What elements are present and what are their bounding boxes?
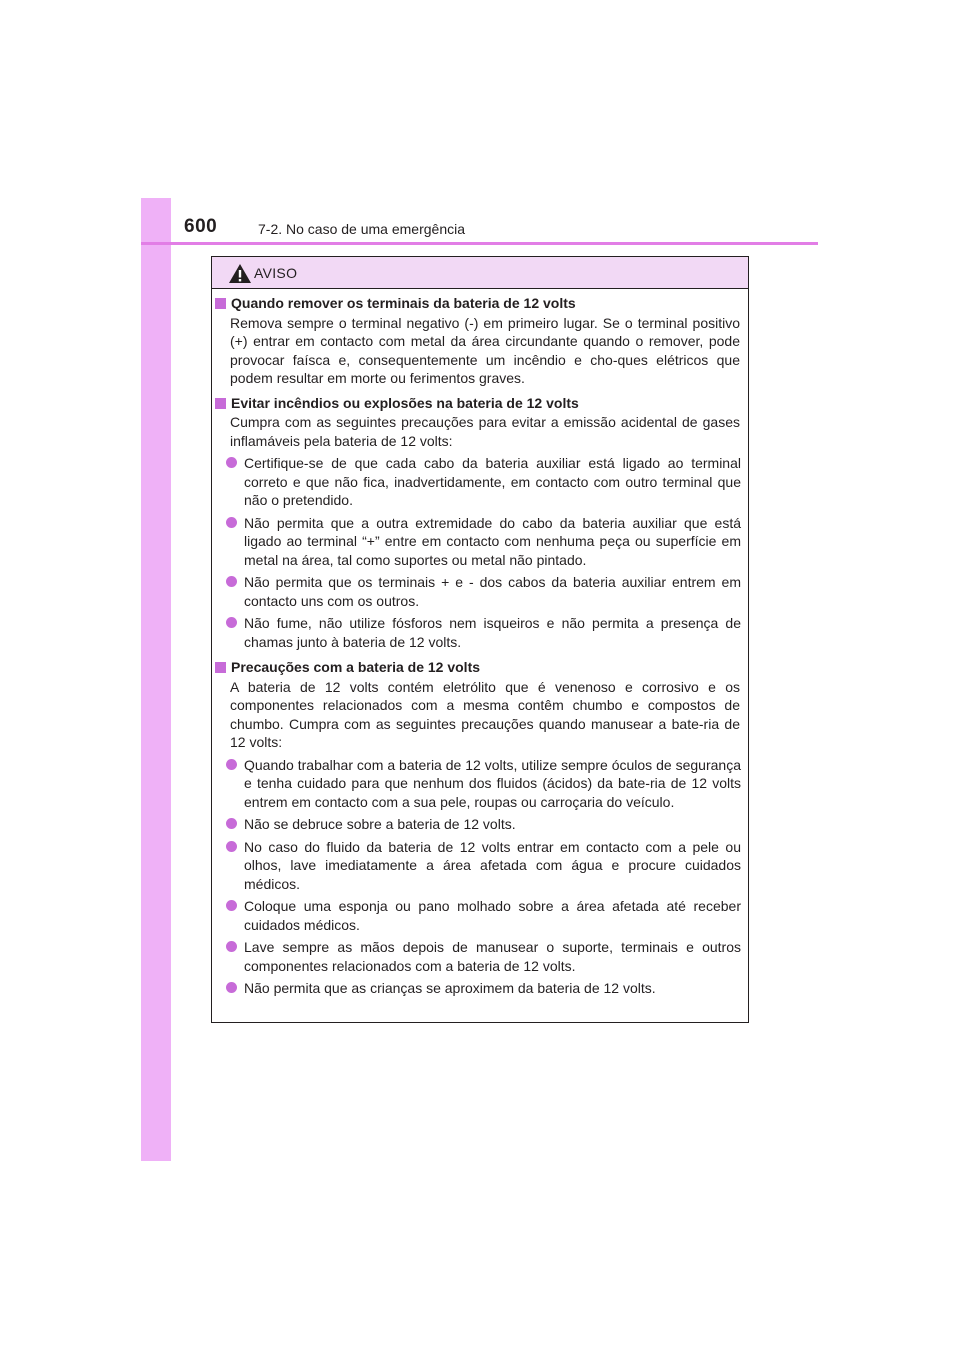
section-heading-text: Quando remover os terminais da bateria de 12 volts [231,295,576,311]
warning-section [212,394,748,653]
round-bullet-icon [226,517,237,528]
warning-section [212,294,748,388]
warning-section [212,658,748,999]
bullet-item [244,938,741,976]
section-paragraph: A bateria de 12 volts contém eletrólito que é venenoso e corrosivo e os componentes relacionados com a mesma contêm chumbo e compostos de chumbo. Cumpra com as seguintes precauções quando manusear a bate-ria de 12 volts: [230,678,740,750]
section-paragraph: Remova sempre o terminal negativo (-) em primeiro lugar. Se o terminal positivo (+) entrar em contacto com metal da área circundante quando o remover, pode provocar faísca e, consequentemente um incêndio e cho-ques elétricos que podem resultar em morte ou ferimentos graves. [230,314,740,386]
bullet-text: Não se debruce sobre a bateria de 12 volts. [244,816,516,832]
section-heading [214,294,748,313]
bullet-item [244,979,741,999]
bullet-list [212,454,748,652]
warning-triangle-icon [228,263,252,284]
bullet-item [244,897,741,935]
square-bullet-icon [215,662,226,673]
bullet-text: Não fume, não utilize fósforos nem isqueiros e não permita a presença de chamas junto à bateria de 12 volts. [244,615,741,650]
warning-body [212,294,748,1005]
round-bullet-icon [226,759,237,770]
section-heading [214,658,748,677]
round-bullet-icon [226,818,237,829]
bullet-item [244,514,741,571]
warning-header [212,257,748,289]
section-paragraph: Cumpra com as seguintes precauções para evitar a emissão acidental de gases inflamáveis pela bateria de 12 volts: [230,414,740,449]
bullet-item [244,614,741,652]
section-heading-text: Precauções com a bateria de 12 volts [231,659,481,675]
bullet-text: No caso do fluido da bateria de 12 volts entrar em contacto com a pele ou olhos, lave imediatamente a área afetada com água e procure cuidados médicos. [244,838,741,892]
bullet-item [244,756,741,813]
square-bullet-icon [215,298,226,309]
bullet-list [212,756,748,999]
warning-title: AVISO [254,265,298,281]
section-heading-text: Evitar incêndios ou explosões na bateria de 12 volts [231,394,579,411]
bullet-text: Certifique-se de que cada cabo da bateria auxiliar está ligado ao terminal correto e que não fica, inadvertidamente, em contacto com outro terminal que não o pretendido. [244,455,741,508]
bullet-text: Quando trabalhar com a bateria de 12 volts, utilize sempre óculos de segurança e tenha cuidado para que nenhum dos fluidos (ácidos) da bate-ria de 12 volts entrem em contacto com a sua pele, roupas ou carroçaria do veículo. [244,756,741,810]
round-bullet-icon [226,576,237,587]
round-bullet-icon [226,941,237,952]
side-tab [141,198,171,1161]
round-bullet-icon [226,900,237,911]
header-rule [141,242,818,245]
section-heading [214,394,748,413]
page-number: 600 [184,216,218,237]
bullet-text: Não permita que as crianças se aproximem da bateria de 12 volts. [244,980,656,996]
bullet-item [244,815,741,835]
round-bullet-icon [226,841,237,852]
round-bullet-icon [226,617,237,628]
bullet-text: Não permita que os terminais + e - dos cabos da bateria auxiliar entrem em contacto uns com os outros. [244,574,741,609]
bullet-item [244,573,741,611]
bullet-item [244,454,741,511]
bullet-text: Não permita que a outra extremidade do cabo da bateria auxiliar que está ligado ao terminal “+” entre em contacto com nenhuma peça ou superfície em metal na área, tal como suportes ou metal não pintado. [244,514,741,568]
bullet-text: Lave sempre as mãos depois de manusear o suporte, terminais e outros componentes relacionados com a bateria de 12 volts. [244,939,741,974]
square-bullet-icon [215,398,226,409]
chapter-title: 7-2. No caso de uma emergência [258,221,465,237]
warning-box [211,256,749,1023]
bullet-item [244,838,741,895]
round-bullet-icon [226,982,237,993]
bullet-text: Coloque uma esponja ou pano molhado sobre a área afetada até receber cuidados médicos. [244,898,741,933]
round-bullet-icon [226,457,237,468]
